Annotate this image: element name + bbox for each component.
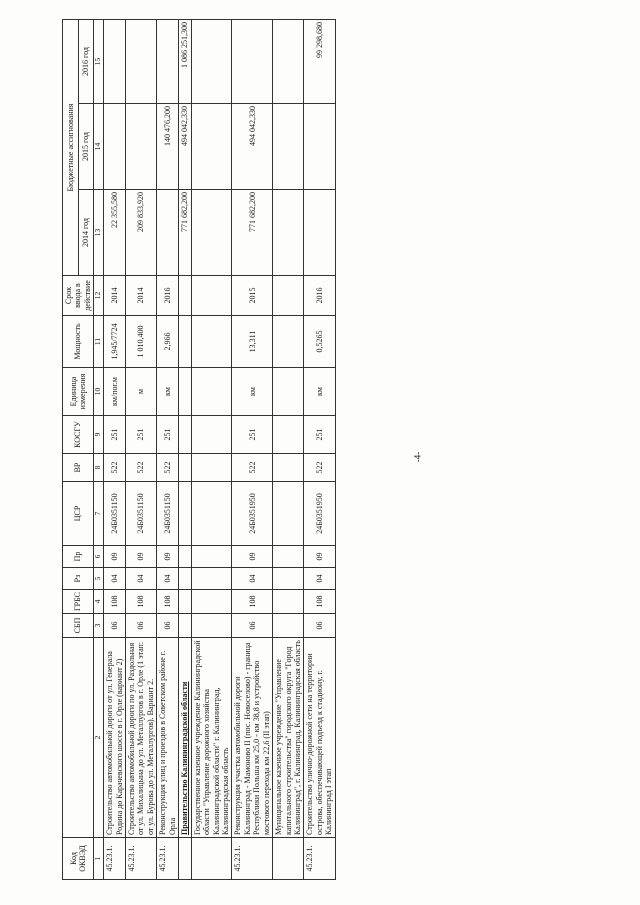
column-number: 1 — [94, 838, 104, 880]
table-cell — [179, 316, 191, 368]
column-number: 6 — [94, 546, 104, 568]
column-number: 5 — [94, 568, 104, 590]
table-cell — [273, 482, 304, 546]
table-cell — [104, 19, 126, 103]
table-cell: 09 — [304, 546, 335, 568]
table-cell — [191, 190, 232, 276]
table-cell — [179, 568, 191, 590]
table-cell: 1 010,400 — [126, 316, 157, 368]
column-number: 7 — [94, 482, 104, 546]
table-cell: 09 — [126, 546, 157, 568]
column-number: 3 — [94, 614, 104, 638]
table-row — [304, 19, 335, 879]
table-cell: 06 — [232, 614, 273, 638]
table-cell — [191, 454, 232, 482]
column-number: 11 — [94, 316, 104, 368]
table-cell: 04 — [304, 568, 335, 590]
table-cell: 251 — [126, 416, 157, 454]
header-sbp: СБП — [63, 614, 94, 638]
table-row — [179, 19, 191, 879]
table-cell: 24Б0351950 — [232, 482, 273, 546]
row-code: 45.23.1. — [304, 838, 335, 880]
table-cell — [157, 19, 179, 103]
table-cell: 522 — [157, 454, 179, 482]
table-row — [126, 19, 157, 879]
table-cell — [273, 568, 304, 590]
table-cell: 24Б0351150 — [157, 482, 179, 546]
header-csr: ЦСР — [63, 482, 94, 546]
table-cell: 108 — [104, 590, 126, 614]
table-cell — [191, 276, 232, 316]
table-cell — [179, 454, 191, 482]
table-row — [191, 19, 232, 879]
row-name: Муниципальное казенное учреждение "Управление капитального строительства" городского округа "Город Калининград", г. Калининград, Калининградская область — [273, 638, 304, 838]
header-term: Срок ввода в действие — [63, 276, 94, 316]
table-cell: 06 — [157, 614, 179, 638]
table-row — [157, 19, 179, 879]
row-code: 45.23.1. — [126, 838, 157, 880]
table-cell: км — [304, 368, 335, 416]
table-cell: 04 — [104, 568, 126, 590]
table-cell: 209 833,920 — [126, 190, 157, 276]
table-cell: 0,5265 — [304, 316, 335, 368]
row-name: Реконструкция улиц и проездов в Советском районе г. Орла — [157, 638, 179, 838]
table-cell: 06 — [126, 614, 157, 638]
table-cell — [273, 454, 304, 482]
header-name — [63, 638, 94, 838]
table-cell — [273, 104, 304, 190]
table-cell — [273, 19, 304, 103]
row-name: Реконструкция участка автомобильной дороги Калининград - Мамоново II (пос. Новоселово) - граница Республики Польша км 25,0 - км 38,8 и устройство мостового перехода км 22,6 (II этап) — [232, 638, 273, 838]
row-name: Строительство автомобильной дороги от ул. Генерала Родина до Карачевского шоссе в г. Орле (вариант 2) — [104, 638, 126, 838]
table-cell: 251 — [232, 416, 273, 454]
table-cell: 2016 — [304, 276, 335, 316]
column-number: 10 — [94, 368, 104, 416]
table-cell — [126, 19, 157, 103]
table-cell: 2,966 — [157, 316, 179, 368]
table-cell: 140 476,200 — [157, 104, 179, 190]
budget-table — [62, 19, 336, 880]
table-cell — [191, 316, 232, 368]
table-cell: 522 — [232, 454, 273, 482]
header-grbs: ГРБС — [63, 590, 94, 614]
column-number: 14 — [94, 104, 104, 190]
table-cell — [273, 416, 304, 454]
column-number: 2 — [94, 638, 104, 838]
table-cell: 22 355,580 — [104, 190, 126, 276]
table-cell: 108 — [126, 590, 157, 614]
column-number: 15 — [94, 19, 104, 103]
table-row — [273, 19, 304, 879]
table-cell: 04 — [126, 568, 157, 590]
header-pr: Пр — [63, 546, 94, 568]
table-row — [232, 19, 273, 879]
table-cell: 108 — [157, 590, 179, 614]
table-cell — [273, 614, 304, 638]
table-body — [104, 19, 336, 879]
table-cell: 24Б0351150 — [126, 482, 157, 546]
table-cell — [191, 546, 232, 568]
table-cell: 522 — [104, 454, 126, 482]
header-power: Мощность — [63, 316, 94, 368]
table-cell: 251 — [157, 416, 179, 454]
table-cell — [179, 482, 191, 546]
row-code: 45.23.1. — [157, 838, 179, 880]
table-cell: 108 — [304, 590, 335, 614]
table-cell: 522 — [126, 454, 157, 482]
row-name: Государственное казенное учреждение Калининградской области "Управление дорожного хозяйства Калининградской области" г. Калининград, Калининградская область — [191, 638, 232, 838]
table-cell — [191, 416, 232, 454]
table-cell — [179, 276, 191, 316]
table-cell: 06 — [104, 614, 126, 638]
table-cell: 99 298,680 — [304, 19, 335, 103]
table-cell: 06 — [304, 614, 335, 638]
table-cell: 09 — [232, 546, 273, 568]
table-cell — [273, 590, 304, 614]
table-cell — [191, 590, 232, 614]
row-name: Строительство автомобильной дороги по ул. Раздольная от ул. Михалицына до ул. Металлургов в г. Орле (1 этап: от ул. Бурова до ул. Металлургов). Вариант 2. — [126, 638, 157, 838]
row-code: 45.23.1. — [232, 838, 273, 880]
header-rz: Рз — [63, 568, 94, 590]
table-cell: 09 — [157, 546, 179, 568]
table-cell — [273, 368, 304, 416]
table-cell — [191, 19, 232, 103]
table-cell: 251 — [104, 416, 126, 454]
section-heading-text: Правительство Калининградской области — [180, 681, 190, 835]
header-vr: ВР — [63, 454, 94, 482]
table-cell: 04 — [157, 568, 179, 590]
row-code — [273, 838, 304, 880]
header-budget: Бюджетные ассигнования — [63, 19, 79, 275]
table-cell: км — [157, 368, 179, 416]
column-number: 9 — [94, 416, 104, 454]
page-number: -4- — [412, 451, 423, 463]
header-kosgu: КОСГУ — [63, 416, 94, 454]
table-cell: м — [126, 368, 157, 416]
column-number: 4 — [94, 590, 104, 614]
row-code: 45.23.1. — [104, 838, 126, 880]
table-cell — [179, 416, 191, 454]
table-cell: 13,311 — [232, 316, 273, 368]
table-cell — [273, 546, 304, 568]
table-cell — [104, 104, 126, 190]
table-cell — [191, 568, 232, 590]
header-year-2015: 2015 год — [78, 104, 94, 190]
table-cell: 1,945/7724 — [104, 316, 126, 368]
table-cell — [179, 614, 191, 638]
table-cell: 494 042,330 — [179, 104, 191, 190]
table-cell: 771 682,200 — [179, 190, 191, 276]
table-cell: 2016 — [157, 276, 179, 316]
column-number: 8 — [94, 454, 104, 482]
table-cell: 04 — [232, 568, 273, 590]
table-cell — [273, 316, 304, 368]
table-cell — [191, 482, 232, 546]
table-cell — [191, 104, 232, 190]
table-cell — [179, 590, 191, 614]
table-cell: км — [232, 368, 273, 416]
column-number-row — [94, 19, 104, 879]
table-cell — [179, 546, 191, 568]
table-cell: 24Б0351950 — [304, 482, 335, 546]
table-cell — [191, 614, 232, 638]
row-name: Строительство улично-дорожной сети на территории острова, обеспечивающей подъезд к стадиону, г. Калининград I этап — [304, 638, 335, 838]
section-heading — [179, 638, 191, 838]
table-cell — [126, 104, 157, 190]
header-year-2014: 2014 год — [78, 190, 94, 276]
table-cell: 771 682,200 — [232, 190, 273, 276]
table-cell: 494 042,330 — [232, 104, 273, 190]
table-cell: 2014 — [104, 276, 126, 316]
table-cell — [179, 368, 191, 416]
table-cell: 522 — [304, 454, 335, 482]
header-year-2016: 2016 год — [78, 19, 94, 103]
table-cell — [232, 19, 273, 103]
table-cell — [273, 190, 304, 276]
rotated-table-sheet — [62, 20, 572, 880]
table-cell — [273, 276, 304, 316]
table-row — [104, 19, 126, 879]
table-cell: 108 — [232, 590, 273, 614]
table-cell: 09 — [104, 546, 126, 568]
table-cell: 251 — [304, 416, 335, 454]
table-cell — [304, 190, 335, 276]
header-row-1 — [63, 19, 79, 879]
header-unit: Единица измерения — [63, 368, 94, 416]
column-number: 12 — [94, 276, 104, 316]
row-code — [179, 838, 191, 880]
header-code: Код ОКВЭД — [63, 838, 94, 880]
table-cell — [157, 190, 179, 276]
table-cell: 2014 — [126, 276, 157, 316]
table-cell: 24Б0351150 — [104, 482, 126, 546]
table-cell: 1 086 251,300 — [179, 19, 191, 103]
table-cell — [304, 104, 335, 190]
column-number: 13 — [94, 190, 104, 276]
table-cell: 2015 — [232, 276, 273, 316]
table-cell: км/пог.м — [104, 368, 126, 416]
table-cell — [191, 368, 232, 416]
row-code — [191, 838, 232, 880]
